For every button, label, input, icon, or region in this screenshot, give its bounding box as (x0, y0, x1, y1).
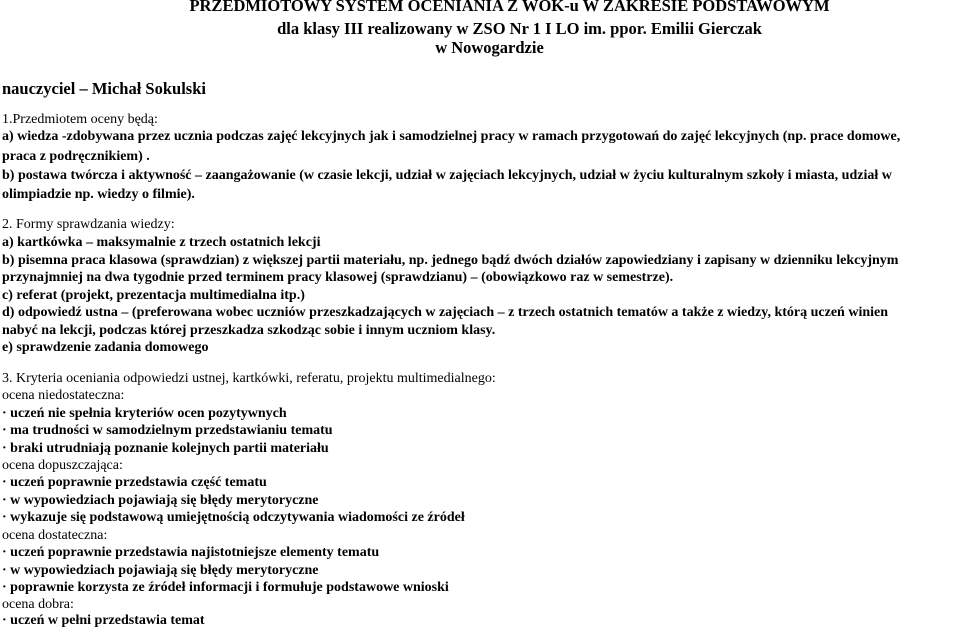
section2-heading: 2. Formy sprawdzania wiedzy: (2, 217, 175, 232)
insufficient-criterion-1: · uczeń nie spełnia kryteriów ocen pozytywnych (2, 406, 287, 421)
section2-item-b-line2: przynajmniej na dwa tygodnie przed terminem pracy klasowej (sprawdzianu) – (obowiązkowo raz w semestrze). (2, 270, 674, 285)
section1-heading: 1.Przedmiotem oceny będą: (2, 112, 158, 127)
satisfactory-criterion-3: · poprawnie korzysta ze źródeł informacji i formułuje podstawowe wnioski (2, 580, 449, 595)
section1-item-a-line1: a) wiedza -zdobywana przez ucznia podczas zajęć lekcyjnych jak i samodzielnej pracy w ramach przygotowań do zajęć lekcyjnych (np. prace domowe, (2, 129, 901, 144)
section2-item-c: c) referat (projekt, prezentacja multimedialna itp.) (2, 288, 305, 303)
section2-item-d-line1: d) odpowiedź ustna – (preferowana wobec uczniów przeszkadzających w zajęciach – z trzech ostatnich tematów a także z wiedzy, którą uczeń winien (2, 305, 889, 320)
section1-item-a-line2: praca z podręcznikiem) . (2, 149, 150, 164)
document-location: w Nowogardzie (435, 38, 544, 57)
document-title: PRZEDMIOTOWY SYSTEM OCENIANIA Z WOK-u W ZAKRESIE PODSTAWOWYM (189, 0, 830, 15)
grade-satisfactory-label: ocena dostateczna: (2, 528, 108, 543)
grade-insufficient-label: ocena niedostateczna: (2, 388, 125, 403)
good-criterion-1: · uczeń w pełni przedstawia temat (2, 613, 205, 628)
insufficient-criterion-2: · ma trudności w samodzielnym przedstawianiu tematu (2, 423, 333, 438)
section2-item-a: a) kartkówka – maksymalnie z trzech ostatnich lekcji (2, 235, 321, 250)
sufficient-criterion-1: · uczeń poprawnie przedstawia część tematu (2, 475, 267, 490)
satisfactory-criterion-1: · uczeń poprawnie przedstawia najistotniejsze elementy tematu (2, 545, 380, 560)
section1-item-b-line1: b) postawa twórcza i aktywność – zaangażowanie (w czasie lekcji, udział w zajęciach lekcyjnych, udział w życiu kulturalnym szkoły i miasta, udział w (2, 168, 892, 183)
section2-item-e: e) sprawdzenie zadania domowego (2, 340, 209, 355)
insufficient-criterion-3: · braki utrudniają poznanie kolejnych partii materiału (2, 441, 329, 456)
document-subtitle: dla klasy III realizowany w ZSO Nr 1 I LO im. ppor. Emilii Gierczak (277, 19, 762, 38)
sufficient-criterion-2: · w wypowiedziach pojawiają się błędy merytoryczne (2, 493, 319, 508)
section2-item-b-line1: b) pisemna praca klasowa (sprawdzian) z większej partii materiału, np. jednego bądź dwóch działów zapowiedziany i zapisany w dzienniku lekcyjnym (2, 253, 899, 268)
satisfactory-criterion-2: · w wypowiedziach pojawiają się błędy merytoryczne (2, 563, 319, 578)
grade-sufficient-label: ocena dopuszczająca: (2, 458, 123, 473)
section1-item-b-line2: olimpiadzie np. wiedzy o filmie). (2, 187, 195, 202)
grade-good-label: ocena dobra: (2, 597, 74, 612)
section2-item-d-line2: nabyć na lekcji, podczas której przeszkadza szkodząc sobie i innym uczniom klasy. (2, 323, 496, 338)
section3-heading: 3. Kryteria oceniania odpowiedzi ustnej, kartkówki, referatu, projektu multimedialnego: (2, 371, 496, 386)
teacher-name: nauczyciel – Michał Sokulski (2, 79, 206, 98)
sufficient-criterion-3: · wykazuje się podstawową umiejętnością odczytywania wiadomości ze źródeł (2, 510, 465, 525)
